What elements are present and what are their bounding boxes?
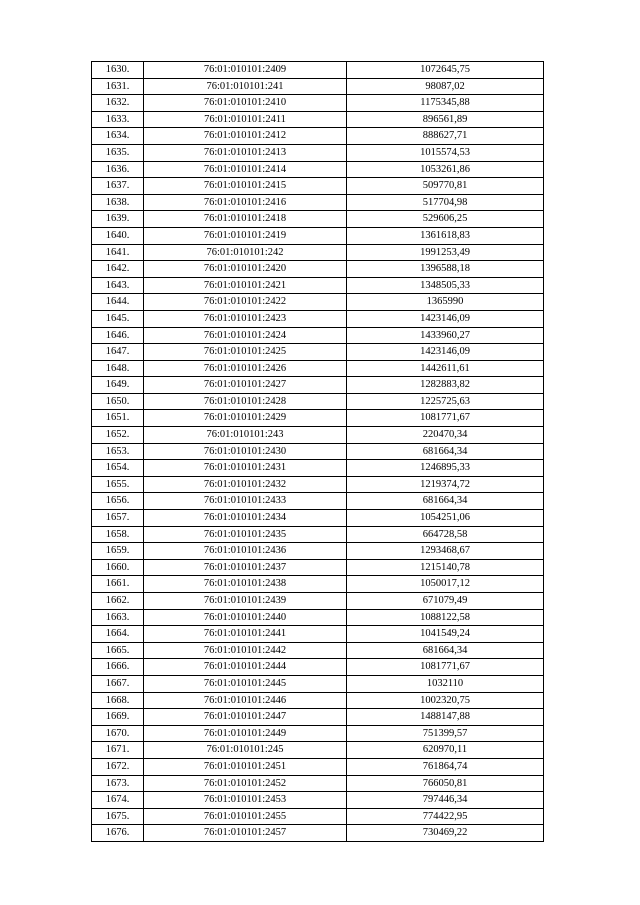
- cadastral-number-cell: 76:01:010101:2451: [144, 758, 347, 775]
- cadastral-number-cell: 76:01:010101:2432: [144, 476, 347, 493]
- cadastral-value-cell: 1991253,49: [347, 244, 544, 261]
- table-row: [92, 526, 544, 543]
- cadastral-value-cell: 1072645,75: [347, 62, 544, 79]
- row-number-cell: 1673.: [92, 775, 144, 792]
- row-number-cell: 1675.: [92, 808, 144, 825]
- cadastral-value-cell: 220470,34: [347, 427, 544, 444]
- cadastral-number-cell: 76:01:010101:2455: [144, 808, 347, 825]
- row-number-cell: 1662.: [92, 593, 144, 610]
- row-number-cell: 1669.: [92, 709, 144, 726]
- cadastral-value-cell: 761864,74: [347, 758, 544, 775]
- table-row: [92, 476, 544, 493]
- row-number-cell: 1646.: [92, 327, 144, 344]
- cadastral-value-cell: 774422,95: [347, 808, 544, 825]
- cadastral-number-cell: 76:01:010101:2434: [144, 510, 347, 527]
- table-row: [92, 227, 544, 244]
- table-row: [92, 128, 544, 145]
- cadastral-number-cell: 76:01:010101:2446: [144, 692, 347, 709]
- table-row: [92, 775, 544, 792]
- cadastral-number-cell: 76:01:010101:2412: [144, 128, 347, 145]
- row-number-cell: 1642.: [92, 261, 144, 278]
- table-row: [92, 609, 544, 626]
- row-number-cell: 1633.: [92, 111, 144, 128]
- cadastral-value-cell: 1032110: [347, 675, 544, 692]
- cadastral-value-cell: 1282883,82: [347, 377, 544, 394]
- table-row: [92, 277, 544, 294]
- cadastral-number-cell: 76:01:010101:2425: [144, 344, 347, 361]
- row-number-cell: 1661.: [92, 576, 144, 593]
- cadastral-value-cell: 1442611,61: [347, 360, 544, 377]
- cadastral-number-cell: 76:01:010101:2427: [144, 377, 347, 394]
- table-row: [92, 95, 544, 112]
- cadastral-number-cell: 76:01:010101:241: [144, 78, 347, 95]
- row-number-cell: 1638.: [92, 194, 144, 211]
- row-number-cell: 1671.: [92, 742, 144, 759]
- table-row: [92, 327, 544, 344]
- cadastral-value-cell: 620970,11: [347, 742, 544, 759]
- row-number-cell: 1663.: [92, 609, 144, 626]
- cadastral-value-cell: 1015574,53: [347, 144, 544, 161]
- table-row: [92, 111, 544, 128]
- row-number-cell: 1644.: [92, 294, 144, 311]
- row-number-cell: 1635.: [92, 144, 144, 161]
- row-number-cell: 1643.: [92, 277, 144, 294]
- table-row: [92, 244, 544, 261]
- row-number-cell: 1651.: [92, 410, 144, 427]
- cadastral-value-cell: 517704,98: [347, 194, 544, 211]
- cadastral-number-cell: 76:01:010101:2409: [144, 62, 347, 79]
- cadastral-value-cell: 1293468,67: [347, 543, 544, 560]
- row-number-cell: 1639.: [92, 211, 144, 228]
- cadastral-value-cell: 1002320,75: [347, 692, 544, 709]
- table-row: [92, 493, 544, 510]
- cadastral-number-cell: 76:01:010101:2440: [144, 609, 347, 626]
- row-number-cell: 1666.: [92, 659, 144, 676]
- row-number-cell: 1658.: [92, 526, 144, 543]
- table-row: [92, 410, 544, 427]
- row-number-cell: 1670.: [92, 725, 144, 742]
- row-number-cell: 1672.: [92, 758, 144, 775]
- cadastral-value-cell: 664728,58: [347, 526, 544, 543]
- cadastral-value-cell: 1423146,09: [347, 310, 544, 327]
- table-row: [92, 709, 544, 726]
- table-row: [92, 593, 544, 610]
- cadastral-number-cell: 76:01:010101:2413: [144, 144, 347, 161]
- table-row: [92, 758, 544, 775]
- cadastral-number-cell: 76:01:010101:2424: [144, 327, 347, 344]
- row-number-cell: 1636.: [92, 161, 144, 178]
- cadastral-value-cell: 730469,22: [347, 825, 544, 842]
- row-number-cell: 1653.: [92, 443, 144, 460]
- cadastral-value-cell: 1050017,12: [347, 576, 544, 593]
- cadastral-value-cell: 1348505,33: [347, 277, 544, 294]
- table-row: [92, 360, 544, 377]
- table-row: [92, 559, 544, 576]
- row-number-cell: 1667.: [92, 675, 144, 692]
- cadastral-number-cell: 76:01:010101:2457: [144, 825, 347, 842]
- table-row: [92, 543, 544, 560]
- cadastral-number-cell: 76:01:010101:2428: [144, 393, 347, 410]
- cadastral-number-cell: 76:01:010101:2415: [144, 178, 347, 195]
- cadastral-value-cell: 98087,02: [347, 78, 544, 95]
- table-row: [92, 692, 544, 709]
- cadastral-number-cell: 76:01:010101:2429: [144, 410, 347, 427]
- cadastral-number-cell: 76:01:010101:2426: [144, 360, 347, 377]
- table-row: [92, 576, 544, 593]
- cadastral-value-cell: 681664,34: [347, 493, 544, 510]
- cadastral-number-cell: 76:01:010101:2452: [144, 775, 347, 792]
- row-number-cell: 1674.: [92, 792, 144, 809]
- row-number-cell: 1660.: [92, 559, 144, 576]
- cadastral-value-cell: 1175345,88: [347, 95, 544, 112]
- row-number-cell: 1630.: [92, 62, 144, 79]
- table-row: [92, 161, 544, 178]
- row-number-cell: 1656.: [92, 493, 144, 510]
- table-row: [92, 344, 544, 361]
- cadastral-number-cell: 76:01:010101:243: [144, 427, 347, 444]
- row-number-cell: 1632.: [92, 95, 144, 112]
- cadastral-value-cell: 509770,81: [347, 178, 544, 195]
- cadastral-value-cell: 888627,71: [347, 128, 544, 145]
- cadastral-value-cell: 1246895,33: [347, 460, 544, 477]
- cadastral-number-cell: 76:01:010101:2444: [144, 659, 347, 676]
- cadastral-value-cell: 766050,81: [347, 775, 544, 792]
- cadastral-value-cell: 1365990: [347, 294, 544, 311]
- table-row: [92, 675, 544, 692]
- cadastral-number-cell: 76:01:010101:2453: [144, 792, 347, 809]
- row-number-cell: 1648.: [92, 360, 144, 377]
- row-number-cell: 1657.: [92, 510, 144, 527]
- row-number-cell: 1649.: [92, 377, 144, 394]
- cadastral-number-cell: 76:01:010101:2439: [144, 593, 347, 610]
- row-number-cell: 1655.: [92, 476, 144, 493]
- row-number-cell: 1654.: [92, 460, 144, 477]
- cadastral-value-cell: 1081771,67: [347, 659, 544, 676]
- table-row: [92, 808, 544, 825]
- row-number-cell: 1647.: [92, 344, 144, 361]
- cadastral-number-cell: 76:01:010101:2447: [144, 709, 347, 726]
- table-row: [92, 194, 544, 211]
- table-row: [92, 393, 544, 410]
- row-number-cell: 1652.: [92, 427, 144, 444]
- cadastral-value-cell: 529606,25: [347, 211, 544, 228]
- table-body: [92, 62, 544, 842]
- row-number-cell: 1650.: [92, 393, 144, 410]
- cadastral-number-cell: 76:01:010101:2441: [144, 626, 347, 643]
- cadastral-number-cell: 76:01:010101:2410: [144, 95, 347, 112]
- cadastral-value-cell: 1219374,72: [347, 476, 544, 493]
- cadastral-number-cell: 76:01:010101:2435: [144, 526, 347, 543]
- row-number-cell: 1640.: [92, 227, 144, 244]
- cadastral-number-cell: 76:01:010101:2445: [144, 675, 347, 692]
- cadastral-number-cell: 76:01:010101:2414: [144, 161, 347, 178]
- table-row: [92, 377, 544, 394]
- table-row: [92, 443, 544, 460]
- row-number-cell: 1641.: [92, 244, 144, 261]
- table-row: [92, 742, 544, 759]
- cadastral-value-cell: 671079,49: [347, 593, 544, 610]
- cadastral-number-cell: 76:01:010101:2420: [144, 261, 347, 278]
- table-row: [92, 261, 544, 278]
- table-row: [92, 626, 544, 643]
- cadastral-number-cell: 76:01:010101:2438: [144, 576, 347, 593]
- cadastral-value-cell: 1088122,58: [347, 609, 544, 626]
- cadastral-number-cell: 76:01:010101:245: [144, 742, 347, 759]
- table-row: [92, 211, 544, 228]
- cadastral-number-cell: 76:01:010101:2430: [144, 443, 347, 460]
- cadastral-value-cell: 1215140,78: [347, 559, 544, 576]
- row-number-cell: 1664.: [92, 626, 144, 643]
- cadastral-value-cell: 1081771,67: [347, 410, 544, 427]
- row-number-cell: 1665.: [92, 642, 144, 659]
- cadastral-value-cell: 1053261,86: [347, 161, 544, 178]
- cadastral-value-cell: 1054251,06: [347, 510, 544, 527]
- cadastral-number-cell: 76:01:010101:2442: [144, 642, 347, 659]
- table-row: [92, 792, 544, 809]
- table-row: [92, 178, 544, 195]
- row-number-cell: 1659.: [92, 543, 144, 560]
- cadastral-value-cell: 1361618,83: [347, 227, 544, 244]
- cadastral-number-cell: 76:01:010101:2449: [144, 725, 347, 742]
- row-number-cell: 1668.: [92, 692, 144, 709]
- cadastral-number-cell: 76:01:010101:2431: [144, 460, 347, 477]
- table-row: [92, 725, 544, 742]
- cadastral-number-cell: 76:01:010101:2421: [144, 277, 347, 294]
- table-row: [92, 78, 544, 95]
- cadastral-value-cell: 1225725,63: [347, 393, 544, 410]
- cadastral-number-cell: 76:01:010101:2416: [144, 194, 347, 211]
- cadastral-number-cell: 76:01:010101:2419: [144, 227, 347, 244]
- cadastral-value-cell: 1041549,24: [347, 626, 544, 643]
- table-row: [92, 642, 544, 659]
- cadastral-number-cell: 76:01:010101:242: [144, 244, 347, 261]
- cadastral-number-cell: 76:01:010101:2411: [144, 111, 347, 128]
- table-row: [92, 510, 544, 527]
- table-row: [92, 144, 544, 161]
- cadastral-number-cell: 76:01:010101:2423: [144, 310, 347, 327]
- table-row: [92, 62, 544, 79]
- cadastral-number-cell: 76:01:010101:2436: [144, 543, 347, 560]
- table-row: [92, 460, 544, 477]
- cadastral-value-table: [91, 61, 544, 842]
- table-row: [92, 294, 544, 311]
- table-row: [92, 825, 544, 842]
- table-row: [92, 310, 544, 327]
- cadastral-number-cell: 76:01:010101:2418: [144, 211, 347, 228]
- cadastral-number-cell: 76:01:010101:2422: [144, 294, 347, 311]
- cadastral-value-cell: 1488147,88: [347, 709, 544, 726]
- cadastral-value-cell: 681664,34: [347, 642, 544, 659]
- row-number-cell: 1631.: [92, 78, 144, 95]
- row-number-cell: 1676.: [92, 825, 144, 842]
- cadastral-value-cell: 896561,89: [347, 111, 544, 128]
- table-row: [92, 659, 544, 676]
- table-row: [92, 427, 544, 444]
- cadastral-value-cell: 1423146,09: [347, 344, 544, 361]
- cadastral-number-cell: 76:01:010101:2437: [144, 559, 347, 576]
- cadastral-value-cell: 681664,34: [347, 443, 544, 460]
- cadastral-value-cell: 1433960,27: [347, 327, 544, 344]
- row-number-cell: 1634.: [92, 128, 144, 145]
- cadastral-value-cell: 797446,34: [347, 792, 544, 809]
- cadastral-value-cell: 1396588,18: [347, 261, 544, 278]
- row-number-cell: 1645.: [92, 310, 144, 327]
- cadastral-value-cell: 751399,57: [347, 725, 544, 742]
- cadastral-number-cell: 76:01:010101:2433: [144, 493, 347, 510]
- row-number-cell: 1637.: [92, 178, 144, 195]
